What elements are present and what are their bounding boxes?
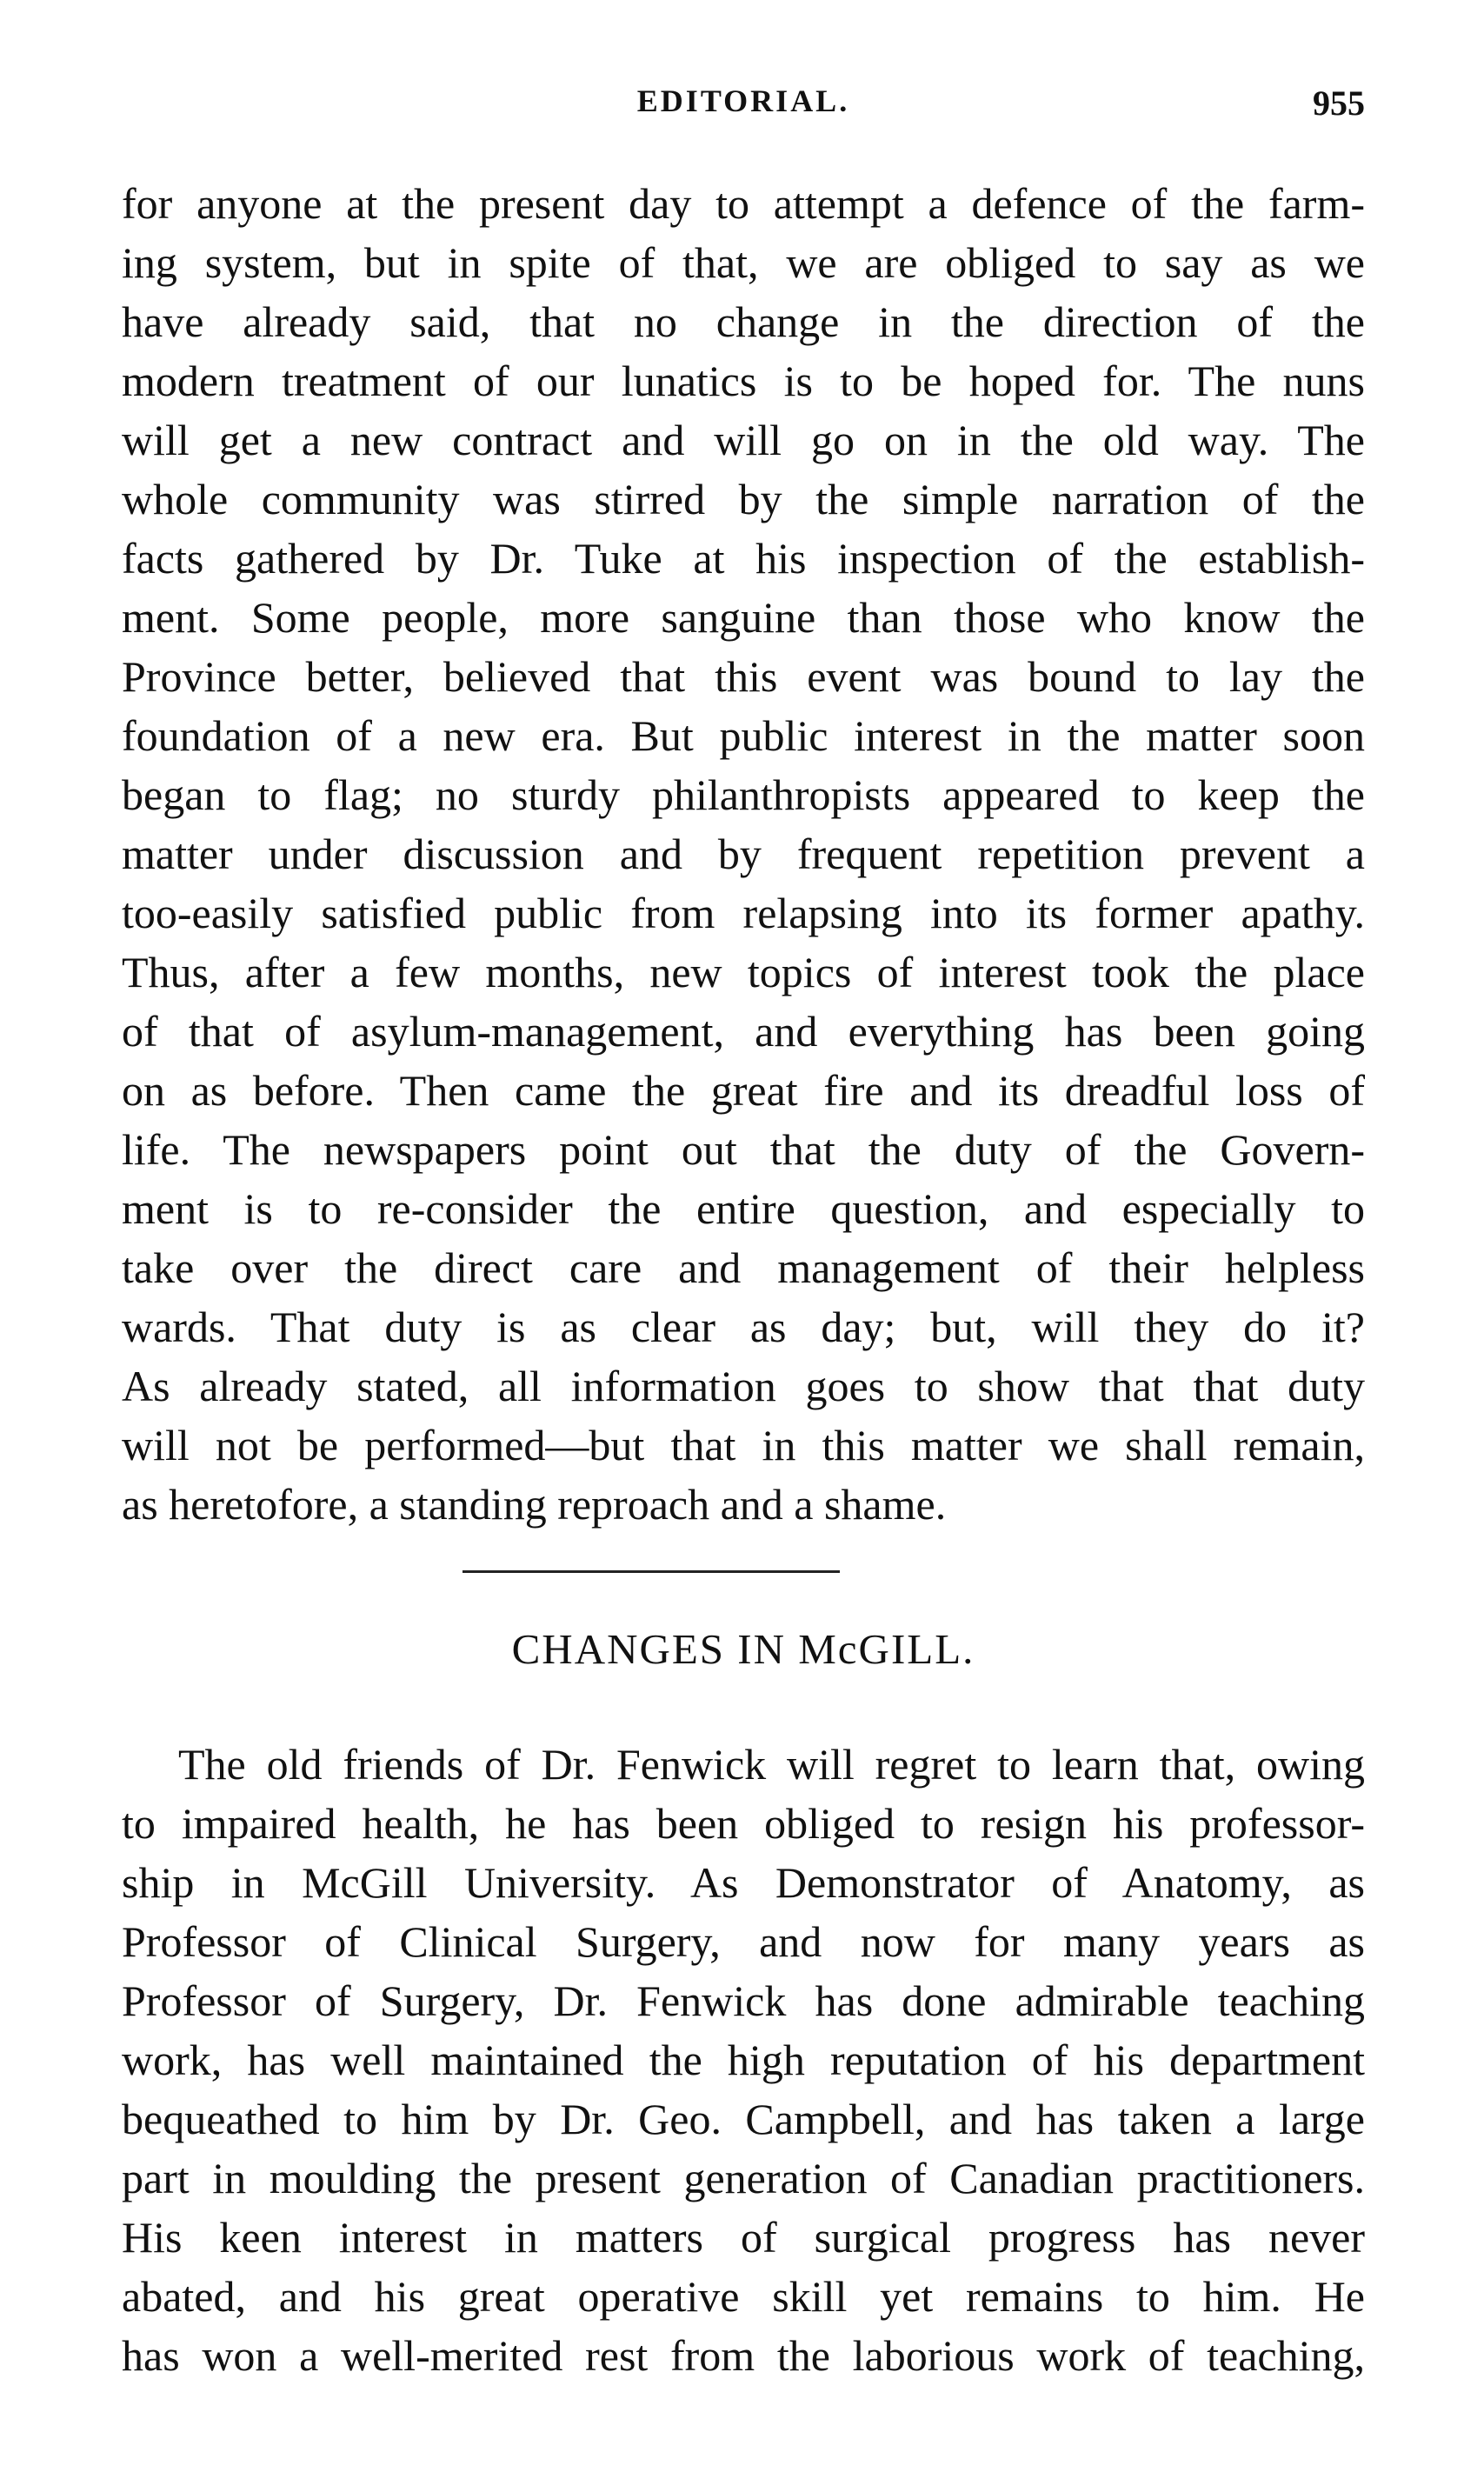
text-line: Province better, believed that this event was bound to lay the (122, 652, 1365, 701)
text-line: for anyone at the present day to attempt a defence of the farm- (122, 179, 1365, 228)
text-line: As already stated, all information goes to show that that duty (122, 1362, 1365, 1410)
text-line: have already said, that no change in the direction of the (122, 297, 1365, 346)
text-line: abated, and his great operative skill yet remains to him. He (122, 2272, 1365, 2321)
running-head (122, 83, 1365, 135)
text-line: modern treatment of our lunatics is to be hoped for. The nuns (122, 356, 1365, 405)
text-line: take over the direct care and management of their helpless (122, 1243, 1365, 1292)
text-line: The old friends of Dr. Fenwick will regret to learn that, owing (178, 1740, 1365, 1789)
text-line: foundation of a new era. But public interest in the matter soon (122, 711, 1365, 760)
text-line: His keen interest in matters of surgical progress has never (122, 2213, 1365, 2262)
section-heading: CHANGES IN McGILL. (511, 1625, 975, 1673)
text-line: ment is to re-consider the entire question, and especially to (122, 1184, 1365, 1233)
text-line: part in moulding the present generation of Canadian practitioners. (122, 2154, 1365, 2202)
section-paragraph (122, 1735, 1365, 2385)
text-line: Professor of Surgery, Dr. Fenwick has done admirable teaching (122, 1976, 1365, 2025)
text-line: as heretofore, a standing reproach and a shame. (122, 1480, 947, 1529)
editorial-paragraph (122, 174, 1365, 1534)
text-line: on as before. Then came the great fire and its dreadful loss of (122, 1066, 1365, 1115)
text-line: too-easily satisfied public from relapsing into its former apathy. (122, 889, 1365, 937)
text-line: facts gathered by Dr. Tuke at his inspection of the establish- (122, 534, 1365, 583)
text-line: Thus, after a few months, new topics of interest took the place (122, 948, 1365, 996)
text-line: ment. Some people, more sanguine than those who know the (122, 593, 1365, 642)
running-title: EDITORIAL. (636, 83, 850, 118)
text-line: to impaired health, he has been obliged to resign his professor- (122, 1799, 1365, 1848)
text-line: life. The newspapers point out that the duty of the Govern- (122, 1125, 1365, 1174)
text-line: of that of asylum-management, and everything has been going (122, 1007, 1365, 1056)
text-line: ing system, but in spite of that, we are obliged to say as we (122, 238, 1365, 287)
text-line: whole community was stirred by the simple narration of the (122, 475, 1365, 523)
text-line: wards. That duty is as clear as day; but, will they do it? (122, 1303, 1365, 1351)
text-line: will get a new contract and will go on in the old way. The (122, 416, 1365, 464)
page-number: 955 (1313, 83, 1365, 123)
text-line: bequeathed to him by Dr. Geo. Campbell, and has taken a large (122, 2095, 1365, 2143)
text-line: work, has well maintained the high reputation of his department (122, 2036, 1365, 2084)
section-divider (463, 1570, 840, 1573)
text-line: has won a well-merited rest from the laborious work of teaching, (122, 2331, 1365, 2380)
text-line: ship in McGill University. As Demonstrator of Anatomy, as (122, 1858, 1365, 1907)
text-line: matter under discussion and by frequent repetition prevent a (122, 830, 1365, 878)
text-line: Professor of Clinical Surgery, and now for many years as (122, 1917, 1365, 1966)
text-line: began to flag; no sturdy philanthropists appeared to keep the (122, 770, 1365, 819)
text-line: will not be performed—but that in this matter we shall remain, (122, 1421, 1365, 1469)
